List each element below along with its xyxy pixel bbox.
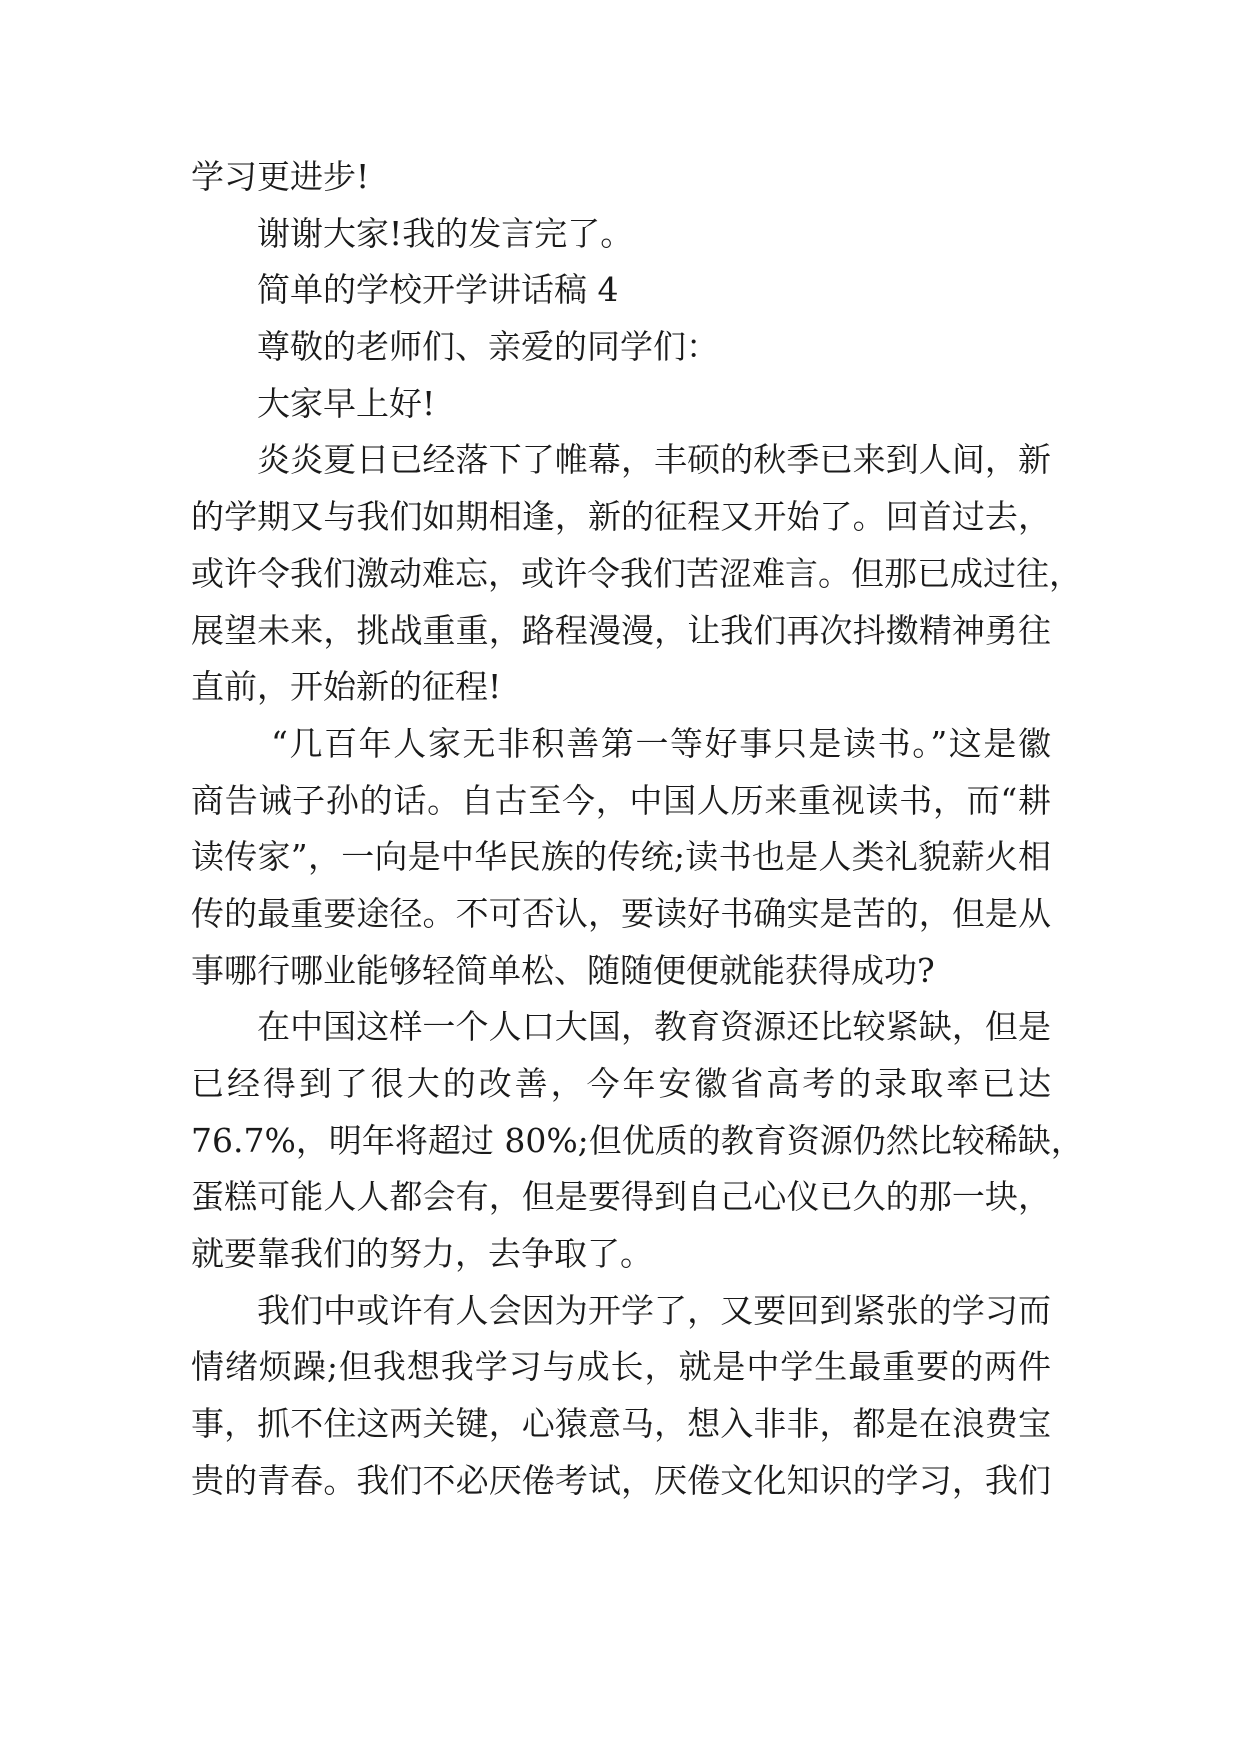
text-line: 谢谢大家!我的发言完了。 [257, 213, 634, 253]
paragraph-line: 的学期又与我们如期相逢，新的征程又开始了。回首过去， [191, 497, 1051, 537]
section-title: 简单的学校开学讲话稿 4 [257, 270, 619, 310]
salutation: 尊敬的老师们、亲爱的同学们： [257, 327, 719, 367]
paragraph-line: 事哪行哪业能够轻简单松、随随便便就能获得成功? [191, 950, 935, 990]
paragraph-line: 贵的青春。我们不必厌倦考试，厌倦文化知识的学习，我们 [191, 1460, 1051, 1500]
paragraph-line: 在中国这样一个人口大国，教育资源还比较紧缺，但是 [257, 1007, 1051, 1047]
paragraph-line: 情绪烦躁;但我想我学习与成长，就是中学生最重要的两件 [191, 1347, 1051, 1387]
paragraph-line: 炎炎夏日已经落下了帷幕，丰硕的秋季已来到人间，新 [257, 440, 1051, 480]
paragraph-line: 已经得到了很大的改善，今年安徽省高考的录取率已达 [191, 1064, 1051, 1103]
text-line: 学习更进步! [191, 157, 370, 196]
paragraph-line: 商告诫子孙的话。自古至今，中国人历来重视读书，而“耕 [191, 780, 1051, 820]
paragraph-line: 76.7%，明年将超过 80%;但优质的教育资源仍然比较稀缺， [191, 1120, 1084, 1160]
document-body [191, 149, 1084, 1510]
paragraph-line: 事，抓不住这两关键，心猿意马，想入非非，都是在浪费宝 [191, 1404, 1051, 1444]
paragraph-line: 我们中或许有人会因为开学了，又要回到紧张的学习而 [257, 1290, 1051, 1330]
paragraph-line: 或许令我们激动难忘，或许令我们苦涩难言。但那已成过往， [191, 553, 1082, 593]
greeting: 大家早上好! [257, 383, 436, 423]
paragraph-line: 就要靠我们的努力，去争取了。 [191, 1234, 653, 1274]
paragraph-line: “几百年人家无非积善第一等好事只是读书。”这是徽 [271, 723, 1051, 763]
paragraph-line: 蛋糕可能人人都会有，但是要得到自己心仪已久的那一块， [191, 1177, 1051, 1217]
paragraph-line: 传的最重要途径。不可否认，要读好书确实是苦的，但是从 [191, 893, 1051, 933]
paragraph-line: 展望未来，挑战重重，路程漫漫，让我们再次抖擞精神勇往 [191, 610, 1051, 650]
paragraph-line: 直前，开始新的征程! [191, 667, 502, 707]
paragraph-line: 读传家”，一向是中华民族的传统;读书也是人类礼貌薪火相 [191, 837, 1051, 877]
